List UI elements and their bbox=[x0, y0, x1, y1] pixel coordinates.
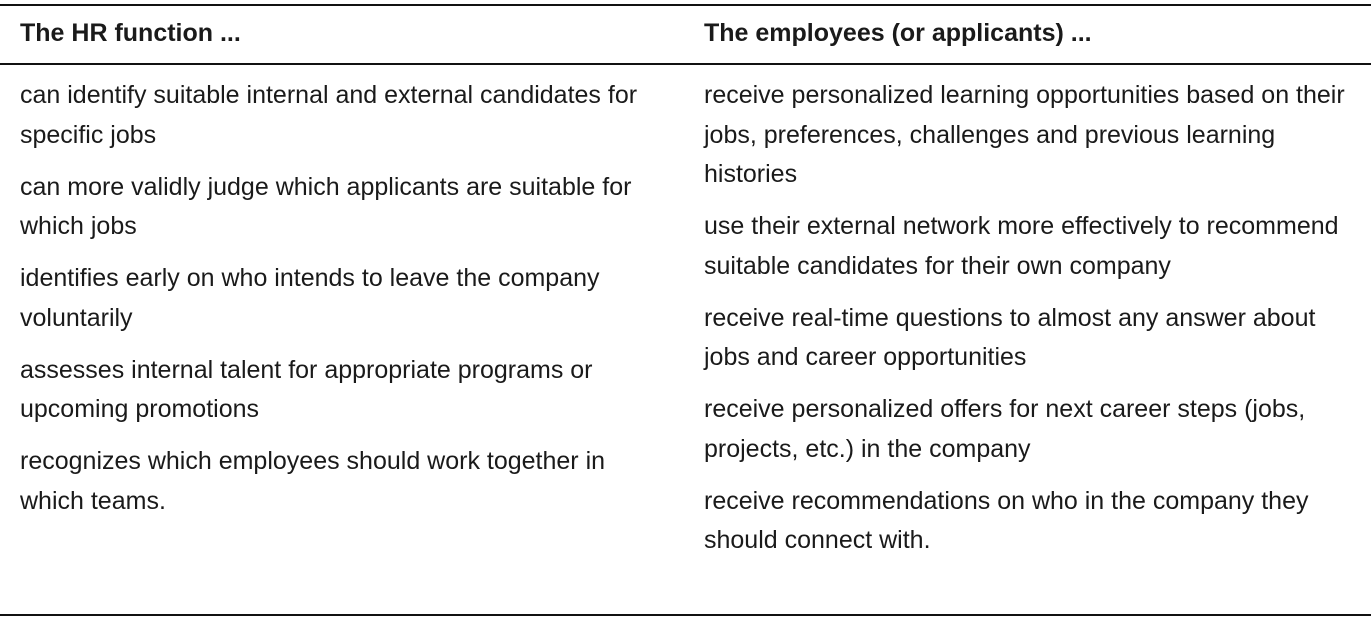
list-item: can more validly judge which applicants are suitable for which jobs bbox=[20, 172, 632, 240]
list-item: receive recommendations on who in the company they should connect with. bbox=[704, 486, 1309, 554]
list-item: use their external network more effectively to recommend suitable candidates for their own company bbox=[704, 212, 1339, 280]
header-hr-function: The HR function ... bbox=[20, 19, 241, 47]
list-item: receive real-time questions to almost any answer about jobs and career opportunities bbox=[704, 303, 1316, 371]
list-item: receive personalized offers for next career steps (jobs, projects, etc.) in the company bbox=[704, 395, 1306, 463]
list-item: can identify suitable internal and external candidates for specific jobs bbox=[20, 81, 638, 149]
employees-column bbox=[684, 76, 1371, 573]
list-item: identifies early on who intends to leave the company voluntarily bbox=[20, 264, 600, 332]
list-item: recognizes which employees should work together in which teams. bbox=[20, 447, 606, 515]
comparison-table bbox=[0, 4, 1371, 616]
table-body-row bbox=[0, 65, 1371, 573]
hr-function-column bbox=[0, 76, 684, 573]
list-item: receive personalized learning opportunities based on their jobs, preferences, challenges and previous learning histories bbox=[704, 81, 1345, 188]
header-employees: The employees (or applicants) ... bbox=[704, 19, 1092, 47]
table-header-row bbox=[0, 6, 1371, 65]
list-item: assesses internal talent for appropriate programs or upcoming promotions bbox=[20, 355, 593, 423]
